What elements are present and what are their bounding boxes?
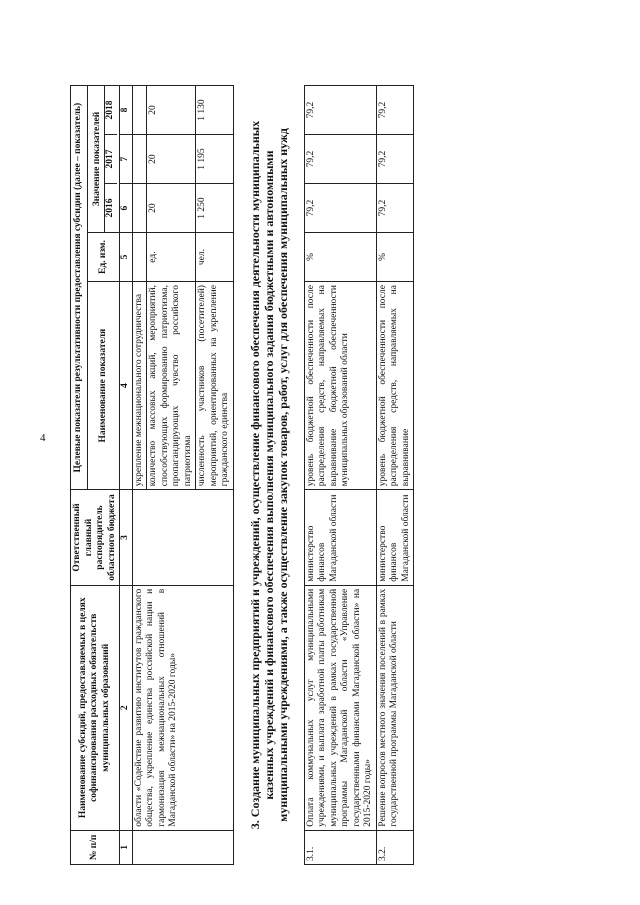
value-2017: 79,2 — [304, 135, 376, 184]
value-2018: 20 — [147, 86, 196, 135]
header-indicator: Наименование показателя — [88, 282, 120, 490]
indicator-unit: % — [376, 233, 414, 282]
value-2017: 1 195 — [196, 135, 234, 184]
value-2018 — [132, 86, 147, 135]
value-2016: 1 250 — [196, 184, 234, 233]
indicator-unit: % — [304, 233, 376, 282]
header-year-2016: 2016 — [105, 183, 117, 232]
value-2018: 79,2 — [304, 86, 376, 135]
indicator-name: численность участников (посетителей) мероприятий, ориентированных на укрепление гражданского единства — [196, 282, 234, 490]
indicator-name: количество массовых акций, мероприятий, способствующих формированию патриотизма, пропагандирующих чувство российского патриотизма — [147, 282, 196, 490]
value-2018: 1 130 — [196, 86, 234, 135]
header-num: № п/п — [71, 830, 120, 864]
col-index: 4 — [120, 282, 133, 490]
header-targets: Целевые показатели результативности предоставления субсидии (далее – показатель) — [71, 86, 88, 490]
value-2016 — [132, 184, 147, 233]
col-index: 7 — [120, 135, 133, 184]
value-2016: 79,2 — [304, 184, 376, 233]
manager: министерство финансов Магаданской области — [304, 490, 376, 586]
indicator-name: уровень бюджетной обеспеченности после распределения средств, направляемых на выравнивание бюджетной обеспеченности муниципальных образований области — [304, 282, 376, 490]
subsidy-table — [70, 85, 414, 865]
header-year-2017: 2017 — [105, 134, 117, 183]
subsidy-name: Оплата коммунальных услуг муниципальными учреждениями, и выплата заработной платы работникам муниципальных учреждений в рамках государственной программы Магаданской области «Управление государственными финансами Магаданской области» на 2015-2020 годы» — [304, 585, 376, 830]
header-values — [88, 86, 120, 233]
subsidy-name: Решение вопросов местного значения поселений в рамках государственной программы Магаданской области — [376, 585, 414, 830]
col-index: 1 — [120, 830, 133, 864]
rotated-sheet — [70, 85, 630, 865]
section-heading-row — [233, 86, 304, 865]
value-2017: 79,2 — [376, 135, 414, 184]
column-index-row — [120, 86, 133, 865]
header-unit: Ед. изм. — [88, 233, 120, 282]
manager: министерство финансов Магаданской области — [376, 490, 414, 586]
value-2018: 79,2 — [376, 86, 414, 135]
col-index: 2 — [120, 585, 133, 830]
header-manager: Ответственный главный распорядитель областного бюджета — [71, 490, 120, 586]
col-index: 8 — [120, 86, 133, 135]
indicator-unit — [132, 233, 147, 282]
col-index: 6 — [120, 184, 133, 233]
indicator-unit: ед. — [147, 233, 196, 282]
indicator-name: уровень бюджетной обеспеченности после распределения средств, направляемых на выравнивание — [376, 282, 414, 490]
table-row — [304, 86, 376, 865]
col-index: 3 — [120, 490, 133, 586]
header-values-label: Значение показателей — [91, 111, 102, 207]
header-year-2018: 2018 — [105, 100, 116, 120]
value-2017: 20 — [147, 135, 196, 184]
value-2016: 20 — [147, 184, 196, 233]
table-row — [376, 86, 414, 865]
manager — [132, 490, 233, 586]
value-2016: 79,2 — [376, 184, 414, 233]
indicator-unit: чел. — [196, 233, 234, 282]
row-num — [132, 830, 233, 864]
value-2017 — [132, 135, 147, 184]
table-row — [132, 86, 147, 865]
page-number: 4 — [40, 432, 46, 444]
row-num: 3.1. — [304, 830, 376, 864]
row-num: 3.2. — [376, 830, 414, 864]
section-3-heading: 3. Создание муниципальных предприятий и учреждений, осуществление финансового обеспечения деятельности муниципальных казенных учреждений и финансового обеспечения выполнения муниципального задания бюджетными и автономными муниципальными учреждениями, а также осуществление закупок товаров, работ, услуг для обеспечения муниципальных нужд — [233, 86, 304, 865]
col-index: 5 — [120, 233, 133, 282]
header-name: Наименование субсидий, предоставляемых в целях софинансирования расходных обязательств муниципальных образований — [71, 585, 120, 830]
subsidy-name: области «Содействие развитию институтов гражданского общества, укрепление единства российской нации и гармонизация межнациональных отношений в Магаданской области» на 2015-2020 годы» — [132, 585, 233, 830]
indicator-name: укрепление межнационального сотрудничества — [132, 282, 147, 490]
